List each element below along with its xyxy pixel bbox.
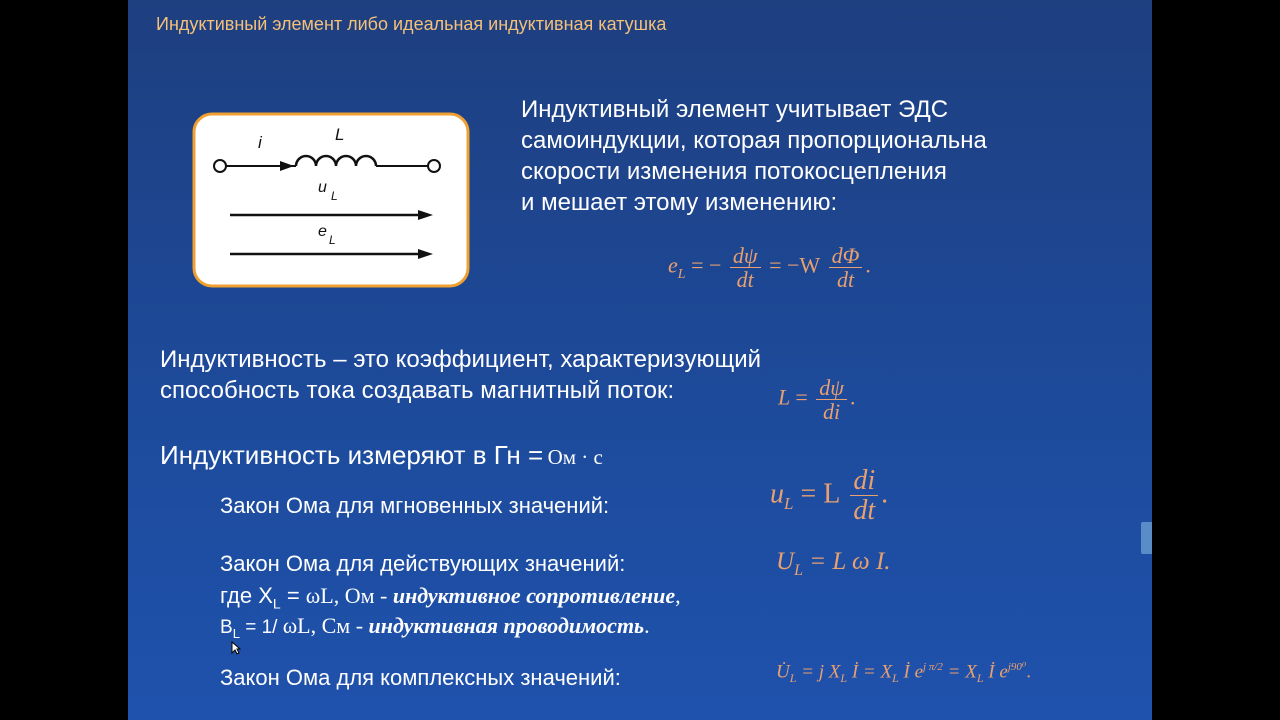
intro-line: Индуктивный элемент учитывает ЭДС: [521, 96, 949, 123]
inductance-formula: L = $\frac{d\psi}{di}$ .: [778, 375, 856, 425]
complex-formula: $U̇_L = j$ $X_L$ İ = $X_L$ İ $e^{j \pi/2} = X_L$ İ $e^{j90^0}$.: [776, 661, 1032, 686]
susceptance-line: $B_L = 1/$ ωL, См - индуктивная проводимость.: [220, 613, 650, 641]
slide: [128, 0, 1152, 720]
unit-text: Индуктивность измеряют в Гн =: [160, 440, 544, 470]
law-instant: Закон Ома для мгновенных значений:: [220, 493, 610, 518]
emf-label: e: [318, 223, 327, 240]
intro-line: и мешает этому изменению:: [521, 189, 838, 216]
instant-formula: $u_L = L$ $\frac{di}{dt}$ .: [770, 465, 889, 527]
current-label: i: [258, 133, 262, 152]
side-scroll-tab[interactable]: [1141, 522, 1152, 554]
inductor-label: L: [335, 125, 345, 144]
mouse-cursor-icon: [231, 641, 241, 655]
voltage-sub: L: [331, 189, 338, 203]
emf-formula: $e_L$ = − $\frac{d\psi}{dt}$ = −W $\frac{d\Phi}{dt}$ .: [668, 243, 871, 293]
law-effective: Закон Ома для действующих значений:: [220, 551, 626, 576]
inductor-diagram: [192, 112, 470, 288]
inductance-definition: [160, 344, 761, 406]
slide-title: Индуктивный элемент либо идеальная индуктивная катушка: [156, 14, 667, 34]
intro-line: скорости изменения потокосцепления: [521, 158, 947, 185]
voltage-label: u: [318, 179, 327, 196]
effective-formula: $U_L = L$ ω I.: [776, 548, 891, 579]
emf-sub: L: [329, 233, 336, 247]
unit-line: [160, 440, 603, 471]
intro-line: самоиндукции, которая пропорциональна: [521, 127, 987, 154]
right-terminal: [428, 160, 440, 172]
left-terminal: [214, 160, 226, 172]
law-complex: Закон Ома для комплексных значений:: [220, 665, 621, 690]
definition-line: Индуктивность – это коэффициент, характеризующий: [160, 346, 762, 373]
definition-line: способность тока создавать магнитный поток:: [160, 377, 675, 404]
intro-text: [521, 94, 987, 218]
unit-formula: Ом · с: [547, 445, 603, 469]
reactance-line: где $X_L = \omega L$, Ом - индуктивное сопротивление,: [220, 583, 681, 612]
